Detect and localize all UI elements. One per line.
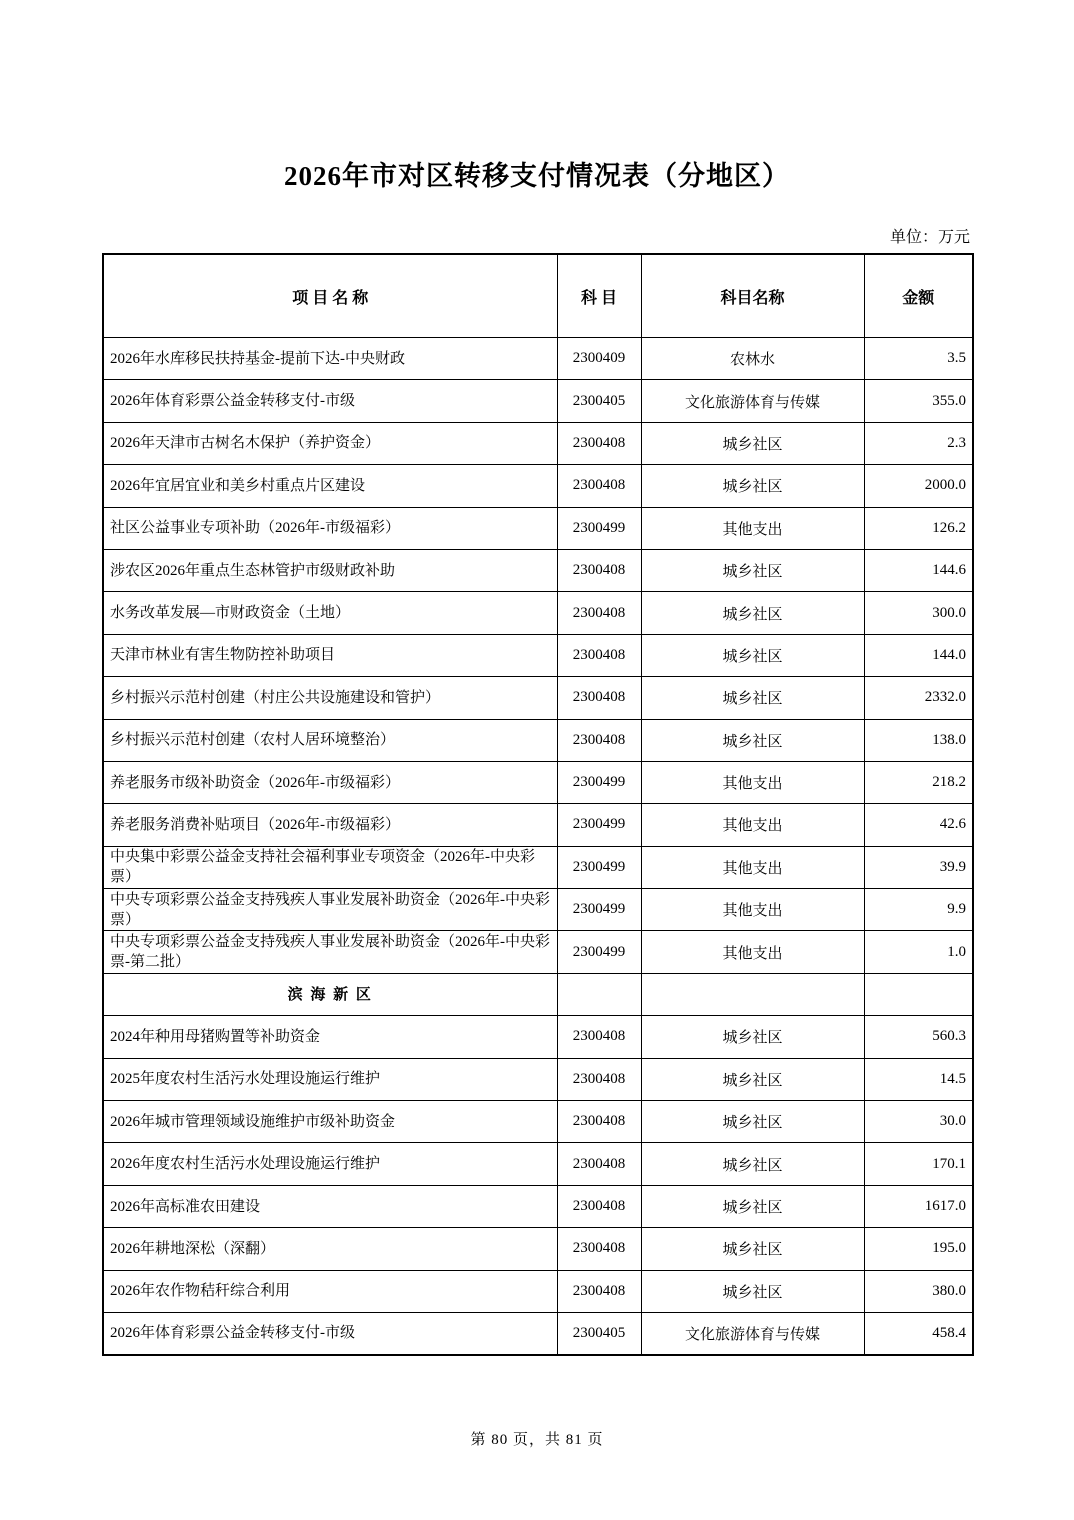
table-row	[103, 1185, 973, 1227]
page-title: 2026年市对区转移支付情况表（分地区）	[284, 161, 790, 191]
amount-cell: 138.0	[864, 719, 973, 761]
column-header-subject-name: 科目名称	[641, 254, 864, 338]
subject-code-cell: 2300408	[557, 1270, 641, 1312]
subject-name-cell: 其他支出	[641, 889, 864, 931]
table-row	[103, 592, 973, 634]
column-header-project-name: 项 目 名 称	[103, 254, 557, 338]
subject-code-cell: 2300405	[557, 1312, 641, 1354]
subject-name-cell: 城乡社区	[641, 1058, 864, 1100]
subject-name-cell: 农林水	[641, 338, 864, 380]
amount-cell: 126.2	[864, 507, 973, 549]
amount-cell: 3.5	[864, 338, 973, 380]
subject-name-cell: 其他支出	[641, 804, 864, 846]
project-name-cell: 2025年度农村生活污水处理设施运行维护	[103, 1058, 557, 1100]
subject-name-cell: 城乡社区	[641, 422, 864, 464]
subject-code-cell: 2300499	[557, 761, 641, 803]
amount-cell: 39.9	[864, 846, 973, 888]
project-name-cell: 乡村振兴示范村创建（村庄公共设施建设和管护）	[103, 677, 557, 719]
table-row	[103, 846, 973, 888]
project-name-cell: 中央集中彩票公益金支持社会福利事业专项资金（2026年-中央彩票）	[103, 846, 557, 888]
amount-cell: 14.5	[864, 1058, 973, 1100]
project-name-cell: 2026年体育彩票公益金转移支付-市级	[103, 380, 557, 422]
project-name-cell: 2026年高标准农田建设	[103, 1185, 557, 1227]
table-row	[103, 761, 973, 803]
unit-note: 单位：万元	[889, 229, 970, 246]
project-name-cell: 滨 海 新 区	[103, 973, 557, 1015]
subject-name-cell: 城乡社区	[641, 1101, 864, 1143]
subject-name-cell: 城乡社区	[641, 592, 864, 634]
project-name-cell: 中央专项彩票公益金支持残疾人事业发展补助资金（2026年-中央彩票）	[103, 889, 557, 931]
subject-name-cell: 城乡社区	[641, 719, 864, 761]
table-row	[103, 338, 973, 380]
subject-name-cell: 城乡社区	[641, 634, 864, 676]
project-name-cell: 天津市林业有害生物防控补助项目	[103, 634, 557, 676]
table-header	[103, 254, 973, 338]
table-row	[103, 465, 973, 507]
amount-cell: 2.3	[864, 422, 973, 464]
amount-cell: 144.6	[864, 549, 973, 591]
table-row	[103, 1143, 973, 1185]
amount-cell: 300.0	[864, 592, 973, 634]
subject-name-cell: 文化旅游体育与传媒	[641, 1312, 864, 1354]
project-name-cell: 养老服务市级补助资金（2026年-市级福彩）	[103, 761, 557, 803]
table-row	[103, 1058, 973, 1100]
table-row	[103, 931, 973, 973]
project-name-cell: 2026年农作物秸秆综合利用	[103, 1270, 557, 1312]
subject-name-cell: 城乡社区	[641, 465, 864, 507]
page-footer: 第 80 页，共 81 页	[470, 1432, 604, 1448]
subject-name-cell: 城乡社区	[641, 1270, 864, 1312]
amount-cell	[864, 973, 973, 1015]
subject-code-cell: 2300499	[557, 507, 641, 549]
subject-code-cell: 2300408	[557, 1058, 641, 1100]
subject-code-cell: 2300408	[557, 592, 641, 634]
amount-cell: 9.9	[864, 889, 973, 931]
subject-name-cell: 城乡社区	[641, 677, 864, 719]
project-name-cell: 社区公益事业专项补助（2026年-市级福彩）	[103, 507, 557, 549]
amount-cell: 1617.0	[864, 1185, 973, 1227]
amount-cell: 170.1	[864, 1143, 973, 1185]
subject-code-cell: 2300408	[557, 677, 641, 719]
subject-code-cell: 2300408	[557, 1185, 641, 1227]
subject-name-cell	[641, 973, 864, 1015]
table-row	[103, 1312, 973, 1354]
subject-name-cell: 其他支出	[641, 507, 864, 549]
project-name-cell: 乡村振兴示范村创建（农村人居环境整治）	[103, 719, 557, 761]
subject-code-cell: 2300408	[557, 1016, 641, 1058]
subject-name-cell: 城乡社区	[641, 1143, 864, 1185]
project-name-cell: 2026年耕地深松（深翻）	[103, 1228, 557, 1270]
table-row	[103, 1101, 973, 1143]
project-name-cell: 2026年天津市古树名木保护（养护资金）	[103, 422, 557, 464]
amount-cell: 144.0	[864, 634, 973, 676]
column-header-subject-code: 科 目	[557, 254, 641, 338]
project-name-cell: 养老服务消费补贴项目（2026年-市级福彩）	[103, 804, 557, 846]
amount-cell: 195.0	[864, 1228, 973, 1270]
subject-code-cell: 2300408	[557, 422, 641, 464]
table-row	[103, 1228, 973, 1270]
table-body	[103, 338, 973, 1355]
subject-name-cell: 城乡社区	[641, 1228, 864, 1270]
subject-name-cell: 城乡社区	[641, 1185, 864, 1227]
project-name-cell: 涉农区2026年重点生态林管护市级财政补助	[103, 549, 557, 591]
table-row	[103, 549, 973, 591]
subject-code-cell: 2300409	[557, 338, 641, 380]
project-name-cell: 2026年度农村生活污水处理设施运行维护	[103, 1143, 557, 1185]
table-row	[103, 804, 973, 846]
subject-code-cell: 2300408	[557, 1143, 641, 1185]
table-row	[103, 677, 973, 719]
column-header-amount: 金额	[864, 254, 973, 338]
subject-code-cell: 2300408	[557, 1101, 641, 1143]
subject-name-cell: 其他支出	[641, 846, 864, 888]
amount-cell: 42.6	[864, 804, 973, 846]
project-name-cell: 水务改革发展—市财政资金（土地）	[103, 592, 557, 634]
subject-name-cell: 城乡社区	[641, 549, 864, 591]
amount-cell: 458.4	[864, 1312, 973, 1354]
subject-code-cell: 2300408	[557, 465, 641, 507]
table-row	[103, 1016, 973, 1058]
subject-name-cell: 其他支出	[641, 761, 864, 803]
table-row	[103, 889, 973, 931]
amount-cell: 380.0	[864, 1270, 973, 1312]
table-row	[103, 719, 973, 761]
subject-code-cell: 2300499	[557, 931, 641, 973]
section-row	[103, 973, 973, 1015]
amount-cell: 355.0	[864, 380, 973, 422]
table-row	[103, 507, 973, 549]
subject-code-cell: 2300408	[557, 1228, 641, 1270]
table-row	[103, 634, 973, 676]
amount-cell: 218.2	[864, 761, 973, 803]
header-row	[103, 254, 973, 338]
project-name-cell: 2026年城市管理领域设施维护市级补助资金	[103, 1101, 557, 1143]
table-row	[103, 380, 973, 422]
subject-code-cell: 2300408	[557, 634, 641, 676]
subject-code-cell: 2300405	[557, 380, 641, 422]
project-name-cell: 2026年水库移民扶持基金-提前下达-中央财政	[103, 338, 557, 380]
subject-name-cell: 文化旅游体育与传媒	[641, 380, 864, 422]
subject-code-cell: 2300408	[557, 719, 641, 761]
amount-cell: 2332.0	[864, 677, 973, 719]
amount-cell: 2000.0	[864, 465, 973, 507]
table-row	[103, 422, 973, 464]
subject-code-cell	[557, 973, 641, 1015]
project-name-cell: 2026年体育彩票公益金转移支付-市级	[103, 1312, 557, 1354]
subject-code-cell: 2300408	[557, 549, 641, 591]
subject-code-cell: 2300499	[557, 889, 641, 931]
project-name-cell: 2024年种用母猪购置等补助资金	[103, 1016, 557, 1058]
subject-code-cell: 2300499	[557, 804, 641, 846]
table-row	[103, 1270, 973, 1312]
project-name-cell: 2026年宜居宜业和美乡村重点片区建设	[103, 465, 557, 507]
subject-code-cell: 2300499	[557, 846, 641, 888]
transfer-payment-table	[102, 253, 974, 1356]
project-name-cell: 中央专项彩票公益金支持残疾人事业发展补助资金（2026年-中央彩票-第二批）	[103, 931, 557, 973]
subject-name-cell: 城乡社区	[641, 1016, 864, 1058]
amount-cell: 30.0	[864, 1101, 973, 1143]
subject-name-cell: 其他支出	[641, 931, 864, 973]
amount-cell: 560.3	[864, 1016, 973, 1058]
amount-cell: 1.0	[864, 931, 973, 973]
